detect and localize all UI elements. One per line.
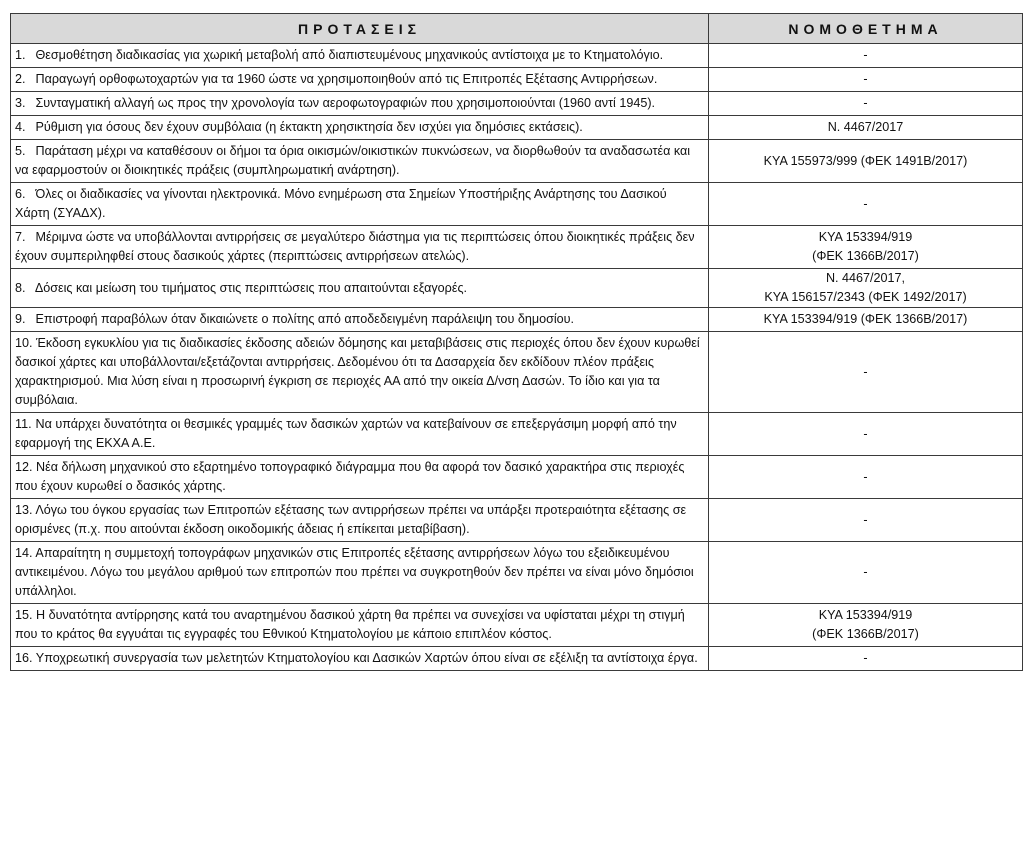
legislation-cell <box>709 604 1023 647</box>
proposal-number: 8. <box>15 280 26 295</box>
legislation-text: - <box>863 426 868 441</box>
legislation-text: - <box>863 72 868 86</box>
legislation-cell <box>709 226 1023 269</box>
legislation-text: Ν. 4467/2017 <box>827 120 904 134</box>
legislation-text: ΚΥΑ 153394/919 (ΦΕΚ 1366Β/2017) <box>763 312 968 326</box>
table-row <box>11 44 1023 68</box>
proposal-cell <box>11 456 709 499</box>
proposal-number: 12. <box>15 460 33 474</box>
legislation-text: - <box>863 512 868 527</box>
table-row <box>11 499 1023 542</box>
proposal-text: Λόγω του όγκου εργασίας των Επιτροπών εξέτασης των αντιρρήσεων πρέπει να υπάρξει προτεραιότητα εξέτασης σε ορισμένες (π.χ. που αιτούνται έκδοση οικοδομικής άδειας ή επίκειται μεταβίβαση). <box>15 503 687 536</box>
proposal-cell <box>11 92 709 116</box>
legislation-text: - <box>863 96 868 110</box>
proposal-number: 16. <box>15 651 33 665</box>
table-row <box>11 226 1023 269</box>
legislation-cell <box>709 456 1023 499</box>
proposal-cell <box>11 269 709 308</box>
table-row <box>11 332 1023 413</box>
proposal-text: Παράταση μέχρι να καταθέσουν οι δήμοι τα όρια οικισμών/οικιστικών πυκνώσεων, να διορθωθούν τα αναδασωτέα και να εφαρμοστούν οι διοικητικές πράξεις (συμπληρωματική ανάρτηση). <box>15 144 691 177</box>
proposal-cell <box>11 647 709 671</box>
legislation-text: ΚΥΑ 153394/919 <box>818 608 913 622</box>
proposal-number: 9. <box>15 312 26 326</box>
proposal-text: Νέα δήλωση μηχανικού στο εξαρτημένο τοπογραφικό διάγραμμα που θα αφορά τον δασικό χαρακτήρα στις περιοχές που έχουν κυρωθεί ο δασικός χάρτης. <box>15 460 685 493</box>
proposal-number: 3. <box>15 96 26 110</box>
proposal-text: Απαραίτητη η συμμετοχή τοπογράφων μηχανικών στις Επιτροπές εξέτασης αντιρρήσεων λόγω του εξειδικευμένου αντικειμένου. Λόγω του μεγάλου αριθμού των επιτροπών που πρέπει να συγκροτηθούν δεν πρέπει να είναι μόνο δημόσιοι υπάλληλοι. <box>15 546 694 598</box>
proposal-text: Η δυνατότητα αντίρρησης κατά του αναρτημένου δασικού χάρτη θα πρέπει να συνεχίσει να υφίσταται μέχρι τη στιγμή που το κράτος θα εγγυάται τις εγγραφές του Εθνικού Κτηματολογίου με κάποιο επιπλέον κόστος. <box>15 608 685 641</box>
legislation-cell <box>709 499 1023 542</box>
legislation-cell <box>709 116 1023 140</box>
legislation-text: Ν. 4467/2017, <box>825 271 906 285</box>
proposal-number: 2. <box>15 72 26 86</box>
legislation-text: ΚΥΑ 153394/919 <box>818 230 913 244</box>
legislation-cell <box>709 44 1023 68</box>
proposal-cell <box>11 413 709 456</box>
legislation-cell <box>709 140 1023 183</box>
proposal-cell <box>11 308 709 332</box>
proposal-number: 6. <box>15 187 26 201</box>
proposal-text: Όλες οι διαδικασίες να γίνονται ηλεκτρονικά. Μόνο ενημέρωση στα Σημείων Υποστήριξης Ανάρτησης του Δασικού Χάρτη (ΣΥΑΔΧ). <box>15 187 667 220</box>
table-row <box>11 68 1023 92</box>
legislation-cell <box>709 308 1023 332</box>
legislation-text: - <box>863 469 868 484</box>
proposal-cell <box>11 44 709 68</box>
table-row <box>11 413 1023 456</box>
legislation-cell <box>709 647 1023 671</box>
legislation-text: ΚΥΑ 155973/999 (ΦΕΚ 1491Β/2017) <box>763 153 968 168</box>
proposal-number: 14. <box>15 546 33 560</box>
header-legislation: ΝΟΜΟΘΕΤΗΜΑ <box>709 14 1023 44</box>
proposal-cell <box>11 140 709 183</box>
legislation-cell <box>709 68 1023 92</box>
proposal-number: 13. <box>15 503 33 517</box>
legislation-text: - <box>863 48 868 62</box>
legislation-text-line2: (ΦΕΚ 1366Β/2017) <box>812 249 919 263</box>
legislation-text: - <box>863 196 868 211</box>
legislation-cell <box>709 92 1023 116</box>
table-row <box>11 308 1023 332</box>
header-proposals: ΠΡΟΤΑΣΕΙΣ <box>11 14 709 44</box>
proposal-text: Παραγωγή ορθοφωτοχαρτών για τα 1960 ώστε να χρησιμοποιηθούν από τις Επιτροπές Εξέτασης Αντιρρήσεων. <box>35 72 658 86</box>
proposal-text: Υποχρεωτική συνεργασία των μελετητών Κτηματολογίου και Δασικών Χαρτών όπου είναι σε εξέλιξη τα αντίστοιχα έργα. <box>35 651 698 665</box>
table-row <box>11 542 1023 604</box>
proposal-number: 10. <box>15 336 33 350</box>
proposal-text: Θεσμοθέτηση διαδικασίας για χωρική μεταβολή από διαπιστευμένους μηχανικούς αντίστοιχα με το Κτηματολόγιο. <box>35 48 664 62</box>
legislation-text: - <box>863 364 868 379</box>
legislation-text-line2: ΚΥΑ 156157/2343 (ΦΕΚ 1492/2017) <box>764 290 967 304</box>
legislation-cell <box>709 332 1023 413</box>
table-row <box>11 604 1023 647</box>
table-row <box>11 647 1023 671</box>
proposal-cell <box>11 499 709 542</box>
legislation-cell <box>709 413 1023 456</box>
proposal-text: Επιστροφή παραβόλων όταν δικαιώνετε ο πολίτης από αποδεδειγμένη παράλειψη του δημοσίου. <box>35 312 575 326</box>
proposal-number: 11. <box>15 417 32 431</box>
header-row <box>11 14 1023 44</box>
legislation-text: - <box>863 651 868 665</box>
table-row <box>11 92 1023 116</box>
table-row <box>11 140 1023 183</box>
proposal-text: Δόσεις και μείωση του τιμήματος στις περιπτώσεις που απαιτούνται εξαγορές. <box>34 280 468 295</box>
proposal-number: 1. <box>15 48 26 62</box>
proposal-number: 4. <box>15 120 26 134</box>
table-row <box>11 269 1023 308</box>
proposal-number: 7. <box>15 230 26 244</box>
proposal-cell <box>11 116 709 140</box>
proposal-cell <box>11 604 709 647</box>
proposal-text: Συνταγματική αλλαγή ως προς την χρονολογία των αεροφωτογραφιών που χρησιμοποιούνται (1960 αντί 1945). <box>35 96 656 110</box>
proposal-cell <box>11 332 709 413</box>
proposal-number: 5. <box>15 144 26 158</box>
table-row <box>11 116 1023 140</box>
legislation-cell <box>709 269 1023 308</box>
legislation-text: - <box>863 565 868 579</box>
proposal-text: Μέριμνα ώστε να υποβάλλονται αντιρρήσεις σε μεγαλύτερο διάστημα για τις περιπτώσεις όπου διοικητικές πράξεις δεν έχουν συμπεριληφθεί στους δασικούς χάρτες (περιπτώσεις αντιρρήσεων ατελώς). <box>15 230 695 263</box>
table-row <box>11 183 1023 226</box>
legislation-cell <box>709 183 1023 226</box>
proposal-text: Ρύθμιση για όσους δεν έχουν συμβόλαια (η έκτακτη χρησικτησία δεν ισχύει για δημόσιες εκτάσεις). <box>35 120 583 134</box>
legislation-cell <box>709 542 1023 604</box>
proposal-text: Έκδοση εγκυκλίου για τις διαδικασίες έκδοσης αδειών δόμησης και μεταβιβάσεις στις περιοχές όπου δεν έχουν κυρωθεί δασικοί χάρτες και υποβάλλονται/εξετάζονται αντιρρήσεις. Δεδομένου ότι τα Δασαρχεία δεν εκδίδουν πλέον πράξεις χαρακτηρισμού. Μια λύση είναι η προσωρινή έγκριση σε περιοχές ΑΑ από την οικεία Δ/νση Δασών. Το ίδιο και για τα συμβόλαια. <box>15 336 700 407</box>
proposal-text: Να υπάρχει δυνατότητα οι θεσμικές γραμμές των δασικών χαρτών να κατεβαίνουν σε επεξεργάσιμη μορφή από την εφαρμογή της ΕΚΧΑ Α.Ε. <box>15 417 677 450</box>
proposals-table <box>10 13 1023 671</box>
proposal-cell <box>11 183 709 226</box>
proposal-cell <box>11 226 709 269</box>
proposal-number: 15. <box>15 608 33 622</box>
proposal-cell <box>11 542 709 604</box>
legislation-text-line2: (ΦΕΚ 1366Β/2017) <box>812 627 919 641</box>
proposal-cell <box>11 68 709 92</box>
table-row <box>11 456 1023 499</box>
